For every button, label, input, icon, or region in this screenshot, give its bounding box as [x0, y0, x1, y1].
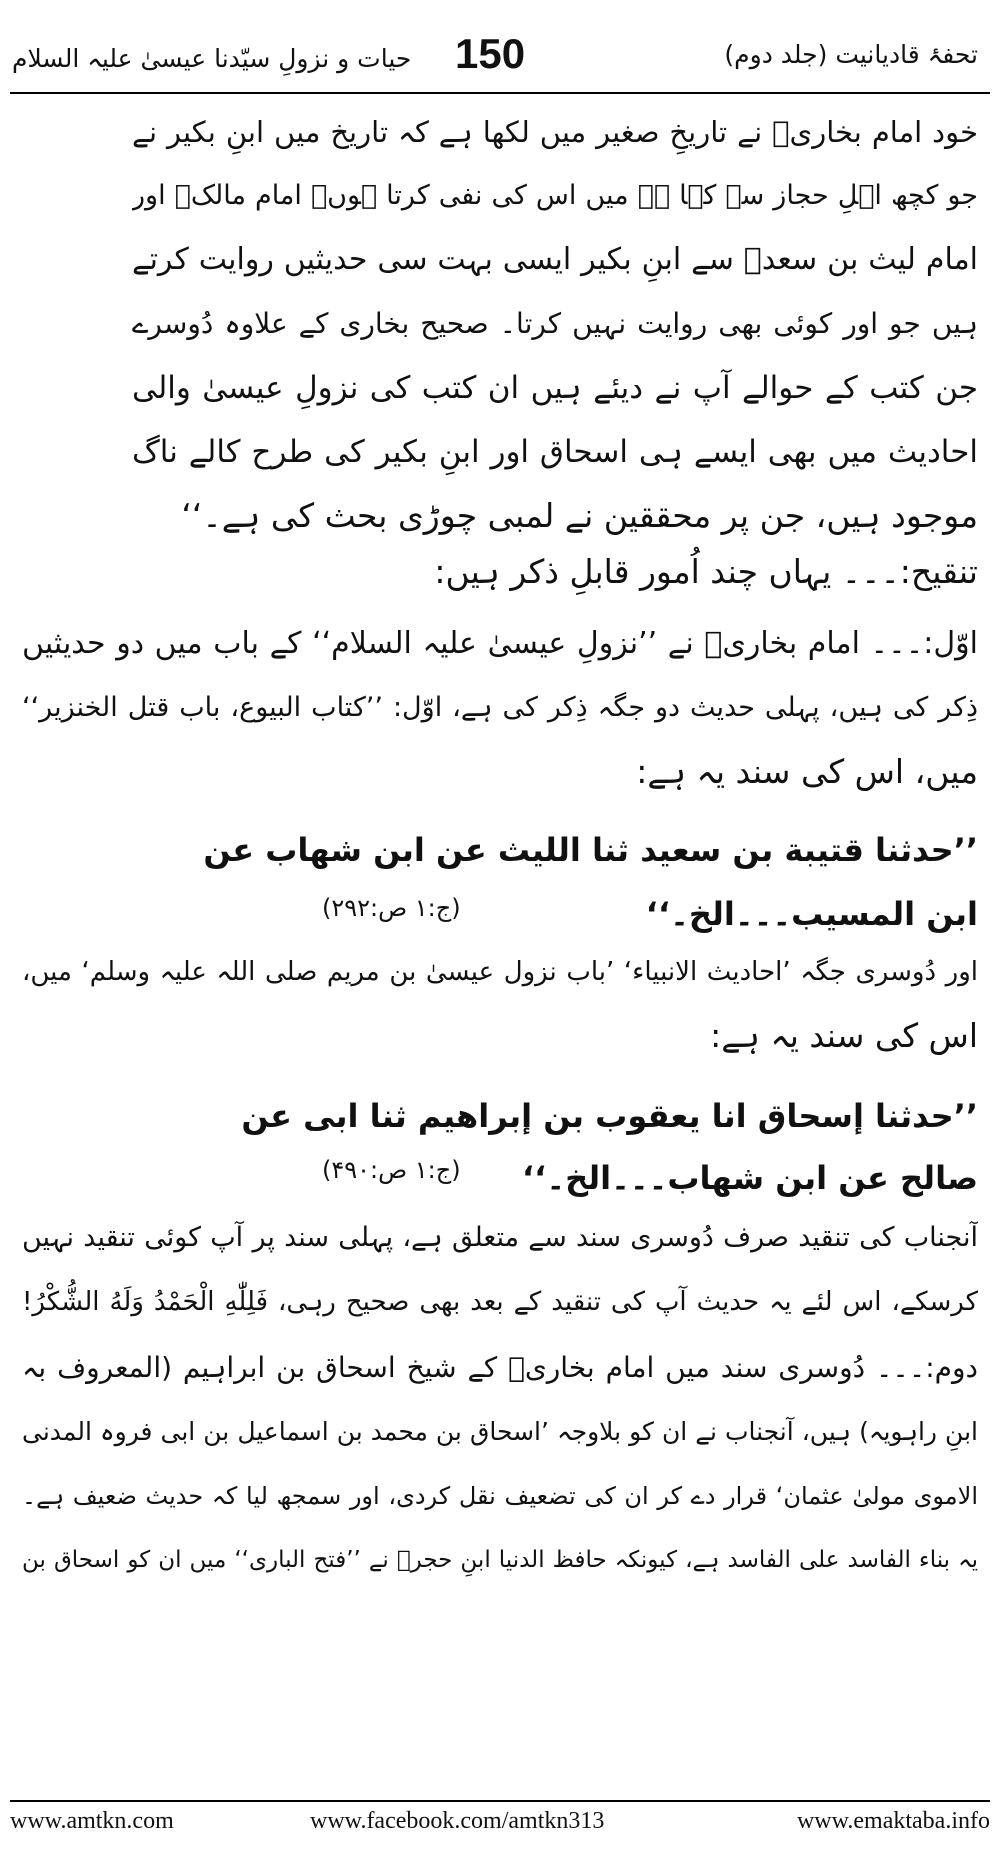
header-rule	[10, 92, 990, 94]
text-line: خود امام بخاریؒ نے تاریخِ صغیر میں لکھا ہے کہ تاریخ میں ابنِ بکیر نے	[132, 115, 978, 149]
section-heading: تنقیح:۔۔۔ یہاں چند اُمور قابلِ ذکر ہیں:	[434, 552, 978, 591]
book-title: تحفۂ قادیانیت (جلد دوم)	[724, 40, 978, 69]
text-line: اس کی سند یہ ہے:	[710, 1016, 978, 1055]
hadith-chain-line: صالح عن ابن شهاب۔۔۔الخ۔‘‘	[522, 1159, 978, 1197]
hadith-chain-line: ’’حدثنا قتیبة بن سعید ثنا اللیث عن ابن شهاب عن	[203, 831, 978, 869]
footer-link-emaktaba[interactable]: www.emaktaba.info	[796, 1808, 990, 1834]
text-line: اوّل:۔۔۔ امام بخاریؒ نے ’’نزولِ عیسیٰ علیہ السلام‘‘ کے باب میں دو حدیثیں	[22, 626, 978, 661]
text-line: ابنِ راہویہ) ہیں، آنجناب نے ان کو بلاوجہ ’اسحاق بن محمد بن اسماعیل بن ابی فروہ المدنی	[22, 1417, 978, 1446]
text-line: میں، اس کی سند یہ ہے:	[636, 752, 978, 791]
text-line: ذِکر کی ہیں، پہلی حدیث دو جگہ ذِکر کی ہے، اوّل: ’’کتاب البیوع، باب قتل الخنزیر‘‘	[22, 692, 978, 723]
hadith-chain-line: ’’حدثنا إسحاق انا یعقوب بن إبراهیم ثنا ابی عن	[241, 1097, 978, 1135]
reference: (ج:۱ ص:۲۹۲)	[322, 894, 461, 922]
page-number: 150	[455, 30, 526, 77]
text-line: جن کتب کے حوالے آپ نے دیئے ہیں ان کتب کی نزولِ عیسیٰ والی	[132, 370, 978, 406]
text-line: موجود ہیں، جن پر محققین نے لمبی چوڑی بحث کی ہے۔‘‘	[181, 496, 978, 535]
footer-rule	[10, 1800, 990, 1802]
text-line: کرسکے، اس لئے یہ حدیث آپ کی تنقید کے بعد بھی صحیح رہی، فَلِلّٰهِ الْحَمْدُ وَلَهُ الشُّكْرُ!	[22, 1287, 978, 1317]
footer-link-facebook[interactable]: www.facebook.com/amtkn313	[310, 1808, 605, 1834]
text-line: آنجناب کی تنقید صرف دُوسری سند سے متعلق ہے، پہلی سند پر آپ کوئی تنقید نہیں	[22, 1222, 978, 1253]
text-line: دوم:۔۔۔ دُوسری سند میں امام بخاریؒ کے شیخ اسحاق بن ابراہیم (المعروف بہ	[22, 1351, 978, 1384]
text-line: امام لیث بن سعدؒ سے ابنِ بکیر ایسی بہت سی حدیثیں روایت کرتے	[132, 242, 978, 277]
page-header	[0, 30, 1000, 90]
footer-link-amtkn[interactable]: www.amtkn.com	[10, 1808, 174, 1834]
page-footer	[10, 1808, 990, 1844]
text-line: جو کچھ اہلِ حجاز سے کہا ہے میں اس کی نفی کرتا ہوں۔ امام مالکؒ اور	[132, 180, 978, 211]
chapter-title: حیات و نزولِ سیّدنا عیسیٰ علیہ السلام	[12, 44, 412, 73]
reference: (ج:۱ ص:۴۹۰)	[322, 1156, 461, 1184]
text-line: احادیث میں بھی ایسے ہی اسحاق اور ابنِ بکیر کی طرح کالے ناگ	[132, 434, 978, 470]
text-line: یہ بناء الفاسد علی الفاسد ہے، کیونکہ حافظ الدنیا ابنِ حجرؒ نے ’’فتح الباری‘‘ میں ان کو اسحاق بن	[22, 1547, 978, 1573]
hadith-chain-line: ابن المسیب۔۔۔الخ۔‘‘	[645, 895, 978, 933]
text-line: ہیں جو اور کوئی بھی روایت نہیں کرتا۔ صحیح بخاری کے علاوہ دُوسرے	[132, 307, 978, 340]
text-line: اور دُوسری جگہ ’احادیث الانبیاء‘ ’باب نزول عیسیٰ بن مریم صلی اللہ علیہ وسلم‘ میں،	[22, 957, 978, 987]
text-line: الاموی مولیٰ عثمان‘ قرار دے کر ان کی تضعیف نقل کردی، اور سمجھ لیا کہ حدیث ضعیف ہے۔	[22, 1482, 978, 1510]
